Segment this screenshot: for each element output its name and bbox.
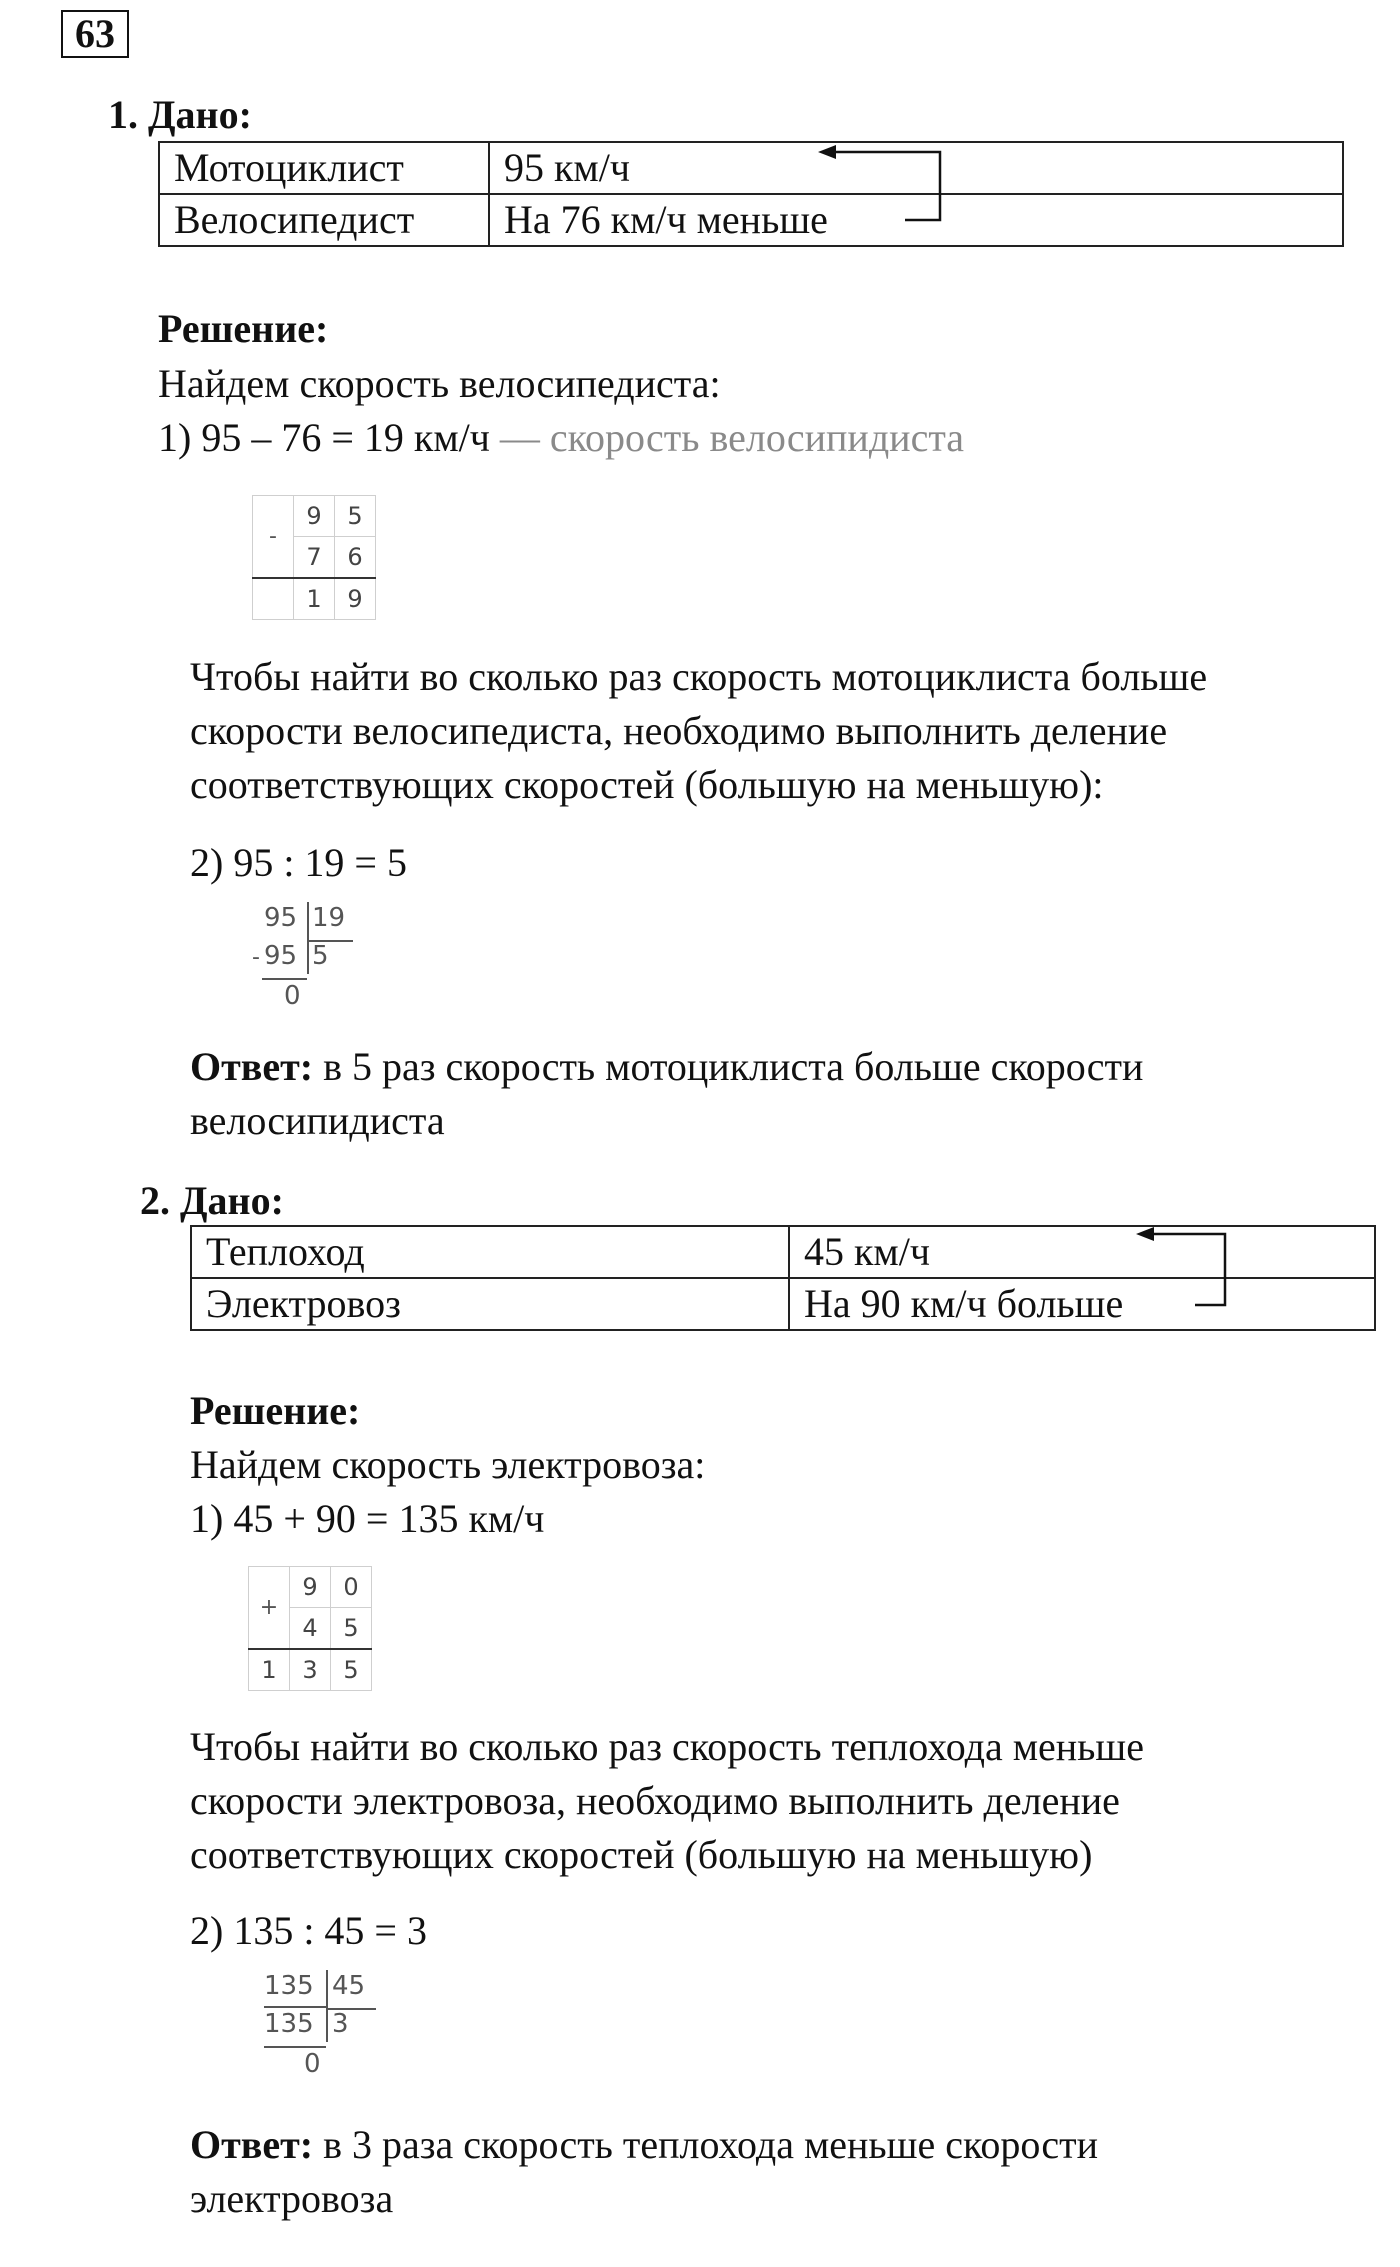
dividend: 135 (264, 1971, 314, 2001)
task2-long-division (262, 1966, 392, 2086)
digit: 5 (331, 1608, 372, 1650)
answer-line: в 5 раз скорость мотоциклиста больше скорости (323, 1044, 1144, 1089)
digit (253, 578, 294, 620)
quotient: 3 (332, 2009, 349, 2039)
task1-step2: 2) 95 : 19 = 5 (190, 840, 407, 885)
task1-long-division (252, 898, 362, 1018)
digit: 9 (335, 578, 376, 620)
answer-line: велосипидиста (190, 1098, 445, 1143)
subtraction-line (262, 978, 307, 980)
given-value: На 76 км/ч меньше (489, 194, 1343, 246)
task2-step1: 1) 45 + 90 = 135 км/ч (190, 1496, 545, 1541)
task1-column-subtraction (252, 495, 376, 620)
digit: 5 (335, 496, 376, 537)
task2-column-addition (248, 1566, 372, 1691)
task2-answer (190, 2118, 1098, 2226)
division-line (307, 940, 353, 942)
task2-given-heading (140, 1178, 284, 1224)
digit: 5 (331, 1649, 372, 1691)
digit: 1 (249, 1649, 290, 1691)
minus-sign: - (252, 945, 260, 970)
given-name: Электровоз (191, 1278, 789, 1330)
task1-step1-note: — скорость велосипидиста (489, 415, 965, 460)
explanation-line: скорости велосипедиста, необходимо выполнить деление (190, 708, 1168, 753)
digit: 9 (290, 1567, 331, 1608)
product: 135 (264, 2009, 314, 2039)
task2-given-label: Дано: (180, 1178, 284, 1223)
digit: 1 (294, 578, 335, 620)
minus-sign: - (253, 496, 294, 579)
given-value: 45 км/ч (789, 1226, 1375, 1278)
remainder: 0 (304, 2049, 321, 2079)
task1-step1-expr: 1) 95 – 76 = 19 км/ч (158, 415, 490, 460)
subtraction-line (264, 2046, 326, 2048)
task2-step2: 2) 135 : 45 = 3 (190, 1908, 427, 1953)
given-value: На 90 км/ч больше (789, 1278, 1375, 1330)
digit: 7 (294, 537, 335, 579)
given-name: Теплоход (191, 1226, 789, 1278)
task1-given-label: Дано: (148, 92, 252, 137)
given-name: Мотоциклист (159, 142, 489, 194)
explanation-line: соответствующих скоростей (большую на меньшую) (190, 1832, 1093, 1877)
task2-solution-heading: Решение: (190, 1388, 361, 1433)
explanation-line: Чтобы найти во сколько раз скорость мотоциклиста больше (190, 654, 1208, 699)
table-row (159, 142, 1343, 194)
digit: 4 (290, 1608, 331, 1650)
answer-line: в 3 раза скорость теплохода меньше скорости (323, 2122, 1099, 2167)
divisor: 19 (312, 903, 346, 933)
task1-explanation (190, 650, 1207, 812)
answer-label: Ответ: (190, 1044, 314, 1089)
task2-intro: Найдем скорость электровоза: (190, 1442, 706, 1487)
division-line (326, 2008, 376, 2010)
division-bar (307, 902, 309, 974)
digit: 0 (331, 1567, 372, 1608)
task1-intro: Найдем скорость велосипедиста: (158, 361, 721, 406)
task1-answer (190, 1040, 1143, 1148)
digit: 3 (290, 1649, 331, 1691)
task2-number: 2. (140, 1178, 170, 1223)
digit: 6 (335, 537, 376, 579)
division-bar (326, 1970, 328, 2042)
underline (264, 2006, 326, 2008)
task1-step1 (158, 411, 964, 465)
explanation-line: скорости электровоза, необходимо выполнить деление (190, 1778, 1120, 1823)
task1-solution-heading: Решение: (158, 306, 329, 351)
explanation-line: Чтобы найти во сколько раз скорость теплохода меньше (190, 1724, 1144, 1769)
task-number: 63 (61, 10, 129, 58)
explanation-line: соответствующих скоростей (большую на меньшую): (190, 762, 1104, 807)
answer-line: электровоза (190, 2176, 394, 2221)
dividend: 95 (264, 903, 298, 933)
given-name: Велосипедист (159, 194, 489, 246)
answer-label: Ответ: (190, 2122, 314, 2167)
task2-given-table (190, 1225, 1376, 1331)
task1-given-heading (108, 92, 252, 138)
table-row (191, 1278, 1375, 1330)
table-row (191, 1226, 1375, 1278)
table-row (159, 194, 1343, 246)
given-value: 95 км/ч (489, 142, 1343, 194)
plus-sign: + (249, 1567, 290, 1650)
product: 95 (264, 941, 298, 971)
divisor: 45 (332, 1971, 366, 2001)
digit: 9 (294, 496, 335, 537)
task1-number: 1. (108, 92, 138, 137)
remainder: 0 (284, 981, 301, 1011)
task1-given-table (158, 141, 1344, 247)
quotient: 5 (312, 941, 329, 971)
task2-explanation (190, 1720, 1144, 1882)
